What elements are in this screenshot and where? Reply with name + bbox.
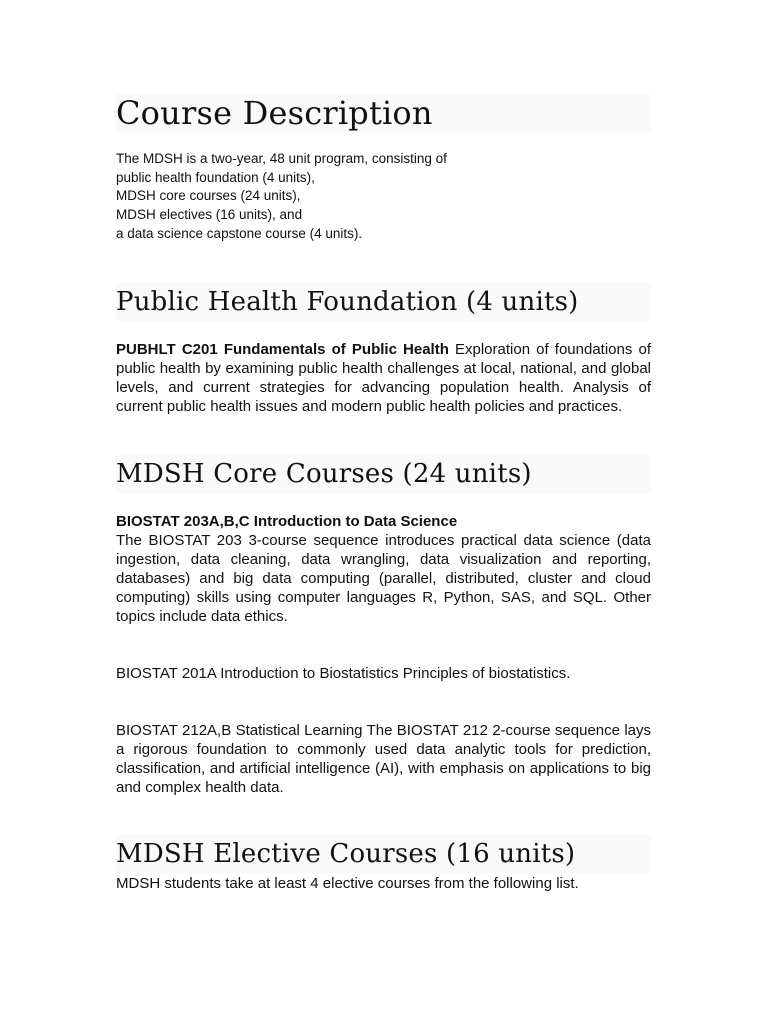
page-title: Course Description [116, 94, 651, 132]
biostat-212-description: BIOSTAT 212A,B Statistical Learning The BIOSTAT 212 2-course sequence lays a rigorous foundation to commonly used data analytic tools for prediction, classification, and artificial intelligence (AI), with emphasis on applications to big and complex health data. [116, 722, 651, 796]
biostat-203-title: BIOSTAT 203A,B,C Introduction to Data Science [116, 513, 458, 530]
pubhlt-c201-title: PUBHLT C201 Fundamentals of Public Health [116, 341, 449, 358]
foundation-heading: Public Health Foundation (4 units) [116, 283, 651, 321]
intro-line: The MDSH is a two-year, 48 unit program, consisting of [116, 151, 447, 166]
core-heading: MDSH Core Courses (24 units) [116, 455, 651, 493]
pubhlt-c201-description [116, 340, 651, 416]
biostat-203-description [116, 512, 651, 626]
electives-heading: MDSH Elective Courses (16 units) [116, 835, 651, 873]
intro-line: MDSH core courses (24 units), [116, 188, 301, 204]
electives-text: MDSH students take at least 4 elective courses from the following list. [116, 875, 579, 892]
intro-line: a data science capstone course (4 units). [116, 225, 363, 241]
program-intro [116, 150, 651, 244]
biostat-203-text: The BIOSTAT 203 3-course sequence introduces practical data science (data ingestion, data cleaning, data wrangling, data visualization and reporting, databases) and big data computing (parallel, distributed, cluster and cloud computing) skills using computer languages R, Python, SAS, and SQL. Other topics include data ethics. [116, 532, 651, 625]
intro-line: MDSH electives (16 units), and [116, 207, 303, 223]
biostat-201a-description: BIOSTAT 201A Introduction to Biostatistics Principles of biostatistics. [116, 665, 571, 682]
pubhlt-c201-text: Exploration of foundations of public health by examining public health challenges at local, national, and global levels, and current strategies for advancing population health. Analysis of current public health issues and modern public health policies and practices. [116, 341, 651, 415]
intro-line: public health foundation (4 units), [116, 169, 315, 185]
